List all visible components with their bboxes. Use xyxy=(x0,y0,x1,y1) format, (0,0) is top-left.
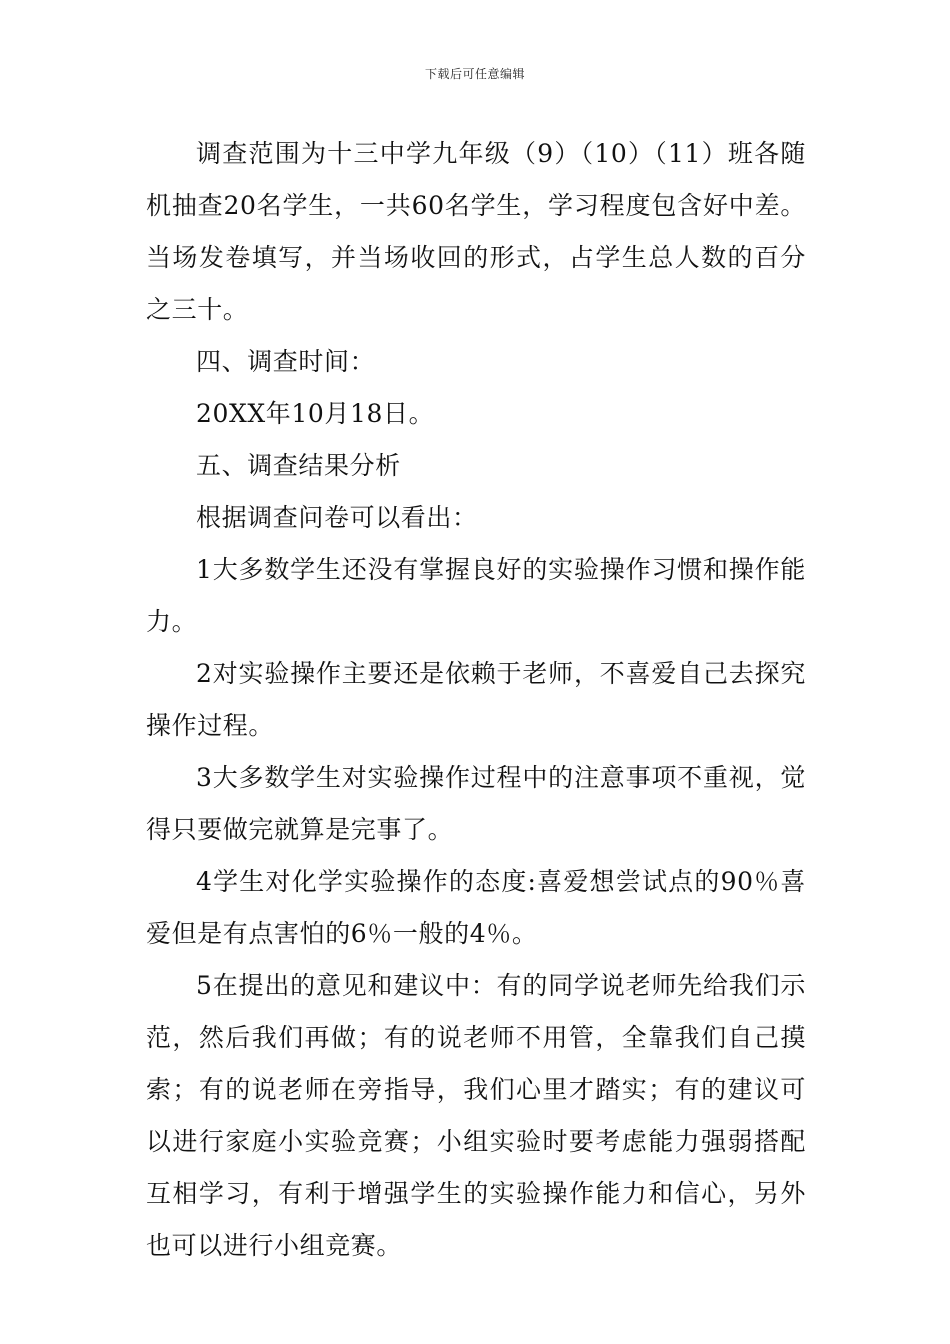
list-item-finding-5: 5在提出的意见和建议中：有的同学说老师先给我们示范，然后我们再做；有的说老师不用管，全靠我们自己摸索；有的说老师在旁指导，我们心里才踏实；有的建议可以进行家庭小实验竞赛；小组实验时要考虑能力强弱搭配互相学习，有利于增强学生的实验操作能力和信心，另外也可以进行小组竞赛。 xyxy=(146,971,806,1260)
page-header: 下载后可任意编辑 xyxy=(424,67,525,81)
list-item-finding-2: 2对实验操作主要还是依赖于老师，不喜爱自己去探究操作过程。 xyxy=(146,659,806,740)
list-item-finding-1: 1大多数学生还没有掌握良好的实验操作习惯和操作能力。 xyxy=(146,555,806,636)
document-body xyxy=(146,128,806,1272)
paragraph-analysis-intro: 根据调查问卷可以看出： xyxy=(196,503,478,532)
paragraph-survey-scope: 调查范围为十三中学九年级（9）（10）（11）班各随机抽查20名学生，一共60名学生，学习程度包含好中差。当场发卷填写，并当场收回的形式，占学生总人数的百分之三十。 xyxy=(146,139,806,324)
list-item-finding-4: 4学生对化学实验操作的态度:喜爱想尝试点的90％喜爱但是有点害怕的6％一般的4％。 xyxy=(146,867,806,948)
paragraph-survey-date: 20XX年10月18日。 xyxy=(196,399,435,428)
heading-survey-time: 四、调查时间： xyxy=(196,347,376,376)
list-item-finding-3: 3大多数学生对实验操作过程中的注意事项不重视，觉得只要做完就算是完事了。 xyxy=(146,763,806,844)
heading-result-analysis: 五、调查结果分析 xyxy=(196,451,401,480)
